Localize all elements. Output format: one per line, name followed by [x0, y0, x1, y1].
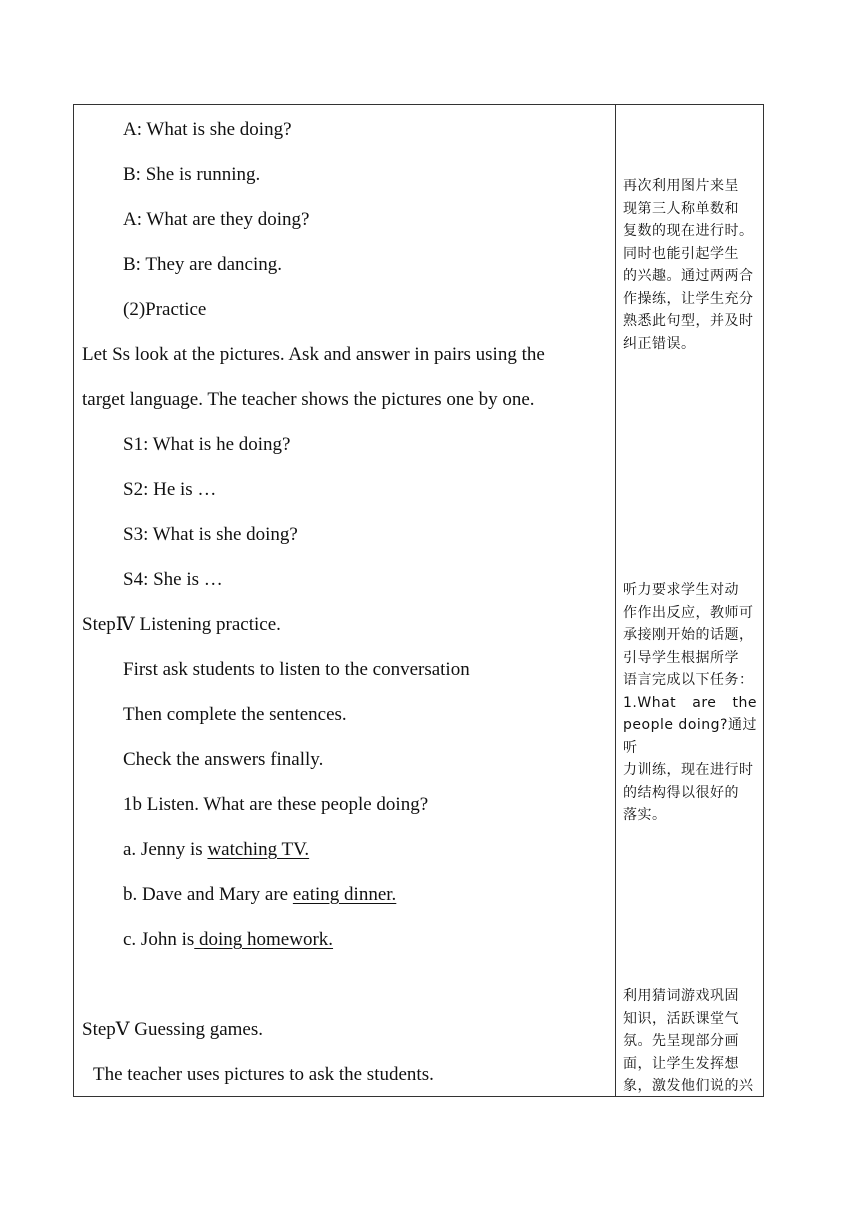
dialog-line: A: What is she doing? — [123, 119, 292, 140]
note-line: 承接刚开始的话题， — [623, 627, 754, 643]
instruction-text: target language. The teacher shows the pictures one by one. — [82, 389, 535, 410]
answer-line — [123, 883, 396, 907]
section-heading: (2)Practice — [123, 299, 207, 320]
instruction-text: Let Ss look at the pictures. Ask and answer in pairs using the — [82, 344, 545, 365]
answer-underlined: eating dinner. — [292, 884, 397, 905]
note-line: 知识，活跃课堂气 — [623, 1010, 739, 1027]
note-line: 纠正错误。 — [623, 335, 696, 352]
answer-underlined: watching TV. — [207, 839, 310, 860]
exercise-title: 1b Listen. What are these people doing? — [123, 794, 429, 815]
note-line: 复数的现在进行时。 — [623, 223, 754, 239]
instruction-text: First ask students to listen to the conversation — [123, 659, 470, 680]
answer-prompt: b. Dave and Mary are — [123, 884, 293, 905]
note-line: 语言完成以下任务： — [623, 672, 754, 688]
note-line: 听力要求学生对动 — [623, 582, 739, 598]
note-line: 熟悉此句型，并及时 — [623, 313, 754, 329]
answer-prompt: c. John is — [123, 929, 195, 950]
note-line: 力训练，现在进行时 — [623, 762, 754, 778]
answer-underlined: doing homework. — [194, 929, 334, 950]
answer-line — [123, 838, 309, 862]
dialog-line: B: She is running. — [123, 164, 261, 185]
note-line: 作作出反应，教师可 — [623, 604, 754, 621]
note-line: 1.What are the — [623, 694, 757, 711]
dialog-line: B: They are dancing. — [123, 254, 282, 275]
answer-prompt: a. Jenny is — [123, 839, 208, 860]
step-heading: StepⅤ Guessing games. — [82, 1019, 264, 1040]
note-line: 引导学生根据所学 — [623, 649, 739, 666]
instruction-text: The teacher uses pictures to ask the students. — [93, 1064, 434, 1085]
teaching-note — [623, 985, 757, 1098]
note-line: 再次利用图片来呈 — [623, 178, 739, 194]
dialog-line: A: What are they doing? — [123, 209, 310, 230]
note-line: people doing?通过听 — [623, 717, 757, 756]
note-line: 的结构得以很好的 — [623, 784, 739, 801]
teaching-note — [623, 579, 757, 827]
dialog-line: S3: What is she doing? — [123, 524, 298, 545]
step-heading: StepⅣ Listening practice. — [82, 614, 281, 635]
note-line: 同时也能引起学生 — [623, 245, 739, 262]
dialog-line: S2: He is … — [123, 479, 217, 500]
note-line: 的兴趣。通过两两合 — [623, 268, 754, 284]
note-line: 作操练，让学生充分 — [623, 290, 754, 307]
dialog-line: S4: She is … — [123, 569, 223, 590]
teaching-note — [623, 175, 757, 355]
dialog-line: S1: What is he doing? — [123, 434, 291, 455]
answer-line — [123, 928, 333, 952]
column-divider — [615, 105, 616, 1096]
note-line: 落实。 — [623, 807, 667, 823]
instruction-text: Then complete the sentences. — [123, 704, 347, 725]
note-line: 面，让学生发挥想 — [623, 1055, 739, 1072]
lesson-table — [73, 104, 764, 1097]
note-line: 利用猜词游戏巩固 — [623, 988, 739, 1004]
note-line: 氛。先呈现部分画 — [623, 1033, 739, 1049]
note-line: 现第三人称单数和 — [623, 200, 739, 217]
note-line: 象，激发他们说的兴 — [623, 1078, 754, 1094]
instruction-text: Check the answers finally. — [123, 749, 324, 770]
